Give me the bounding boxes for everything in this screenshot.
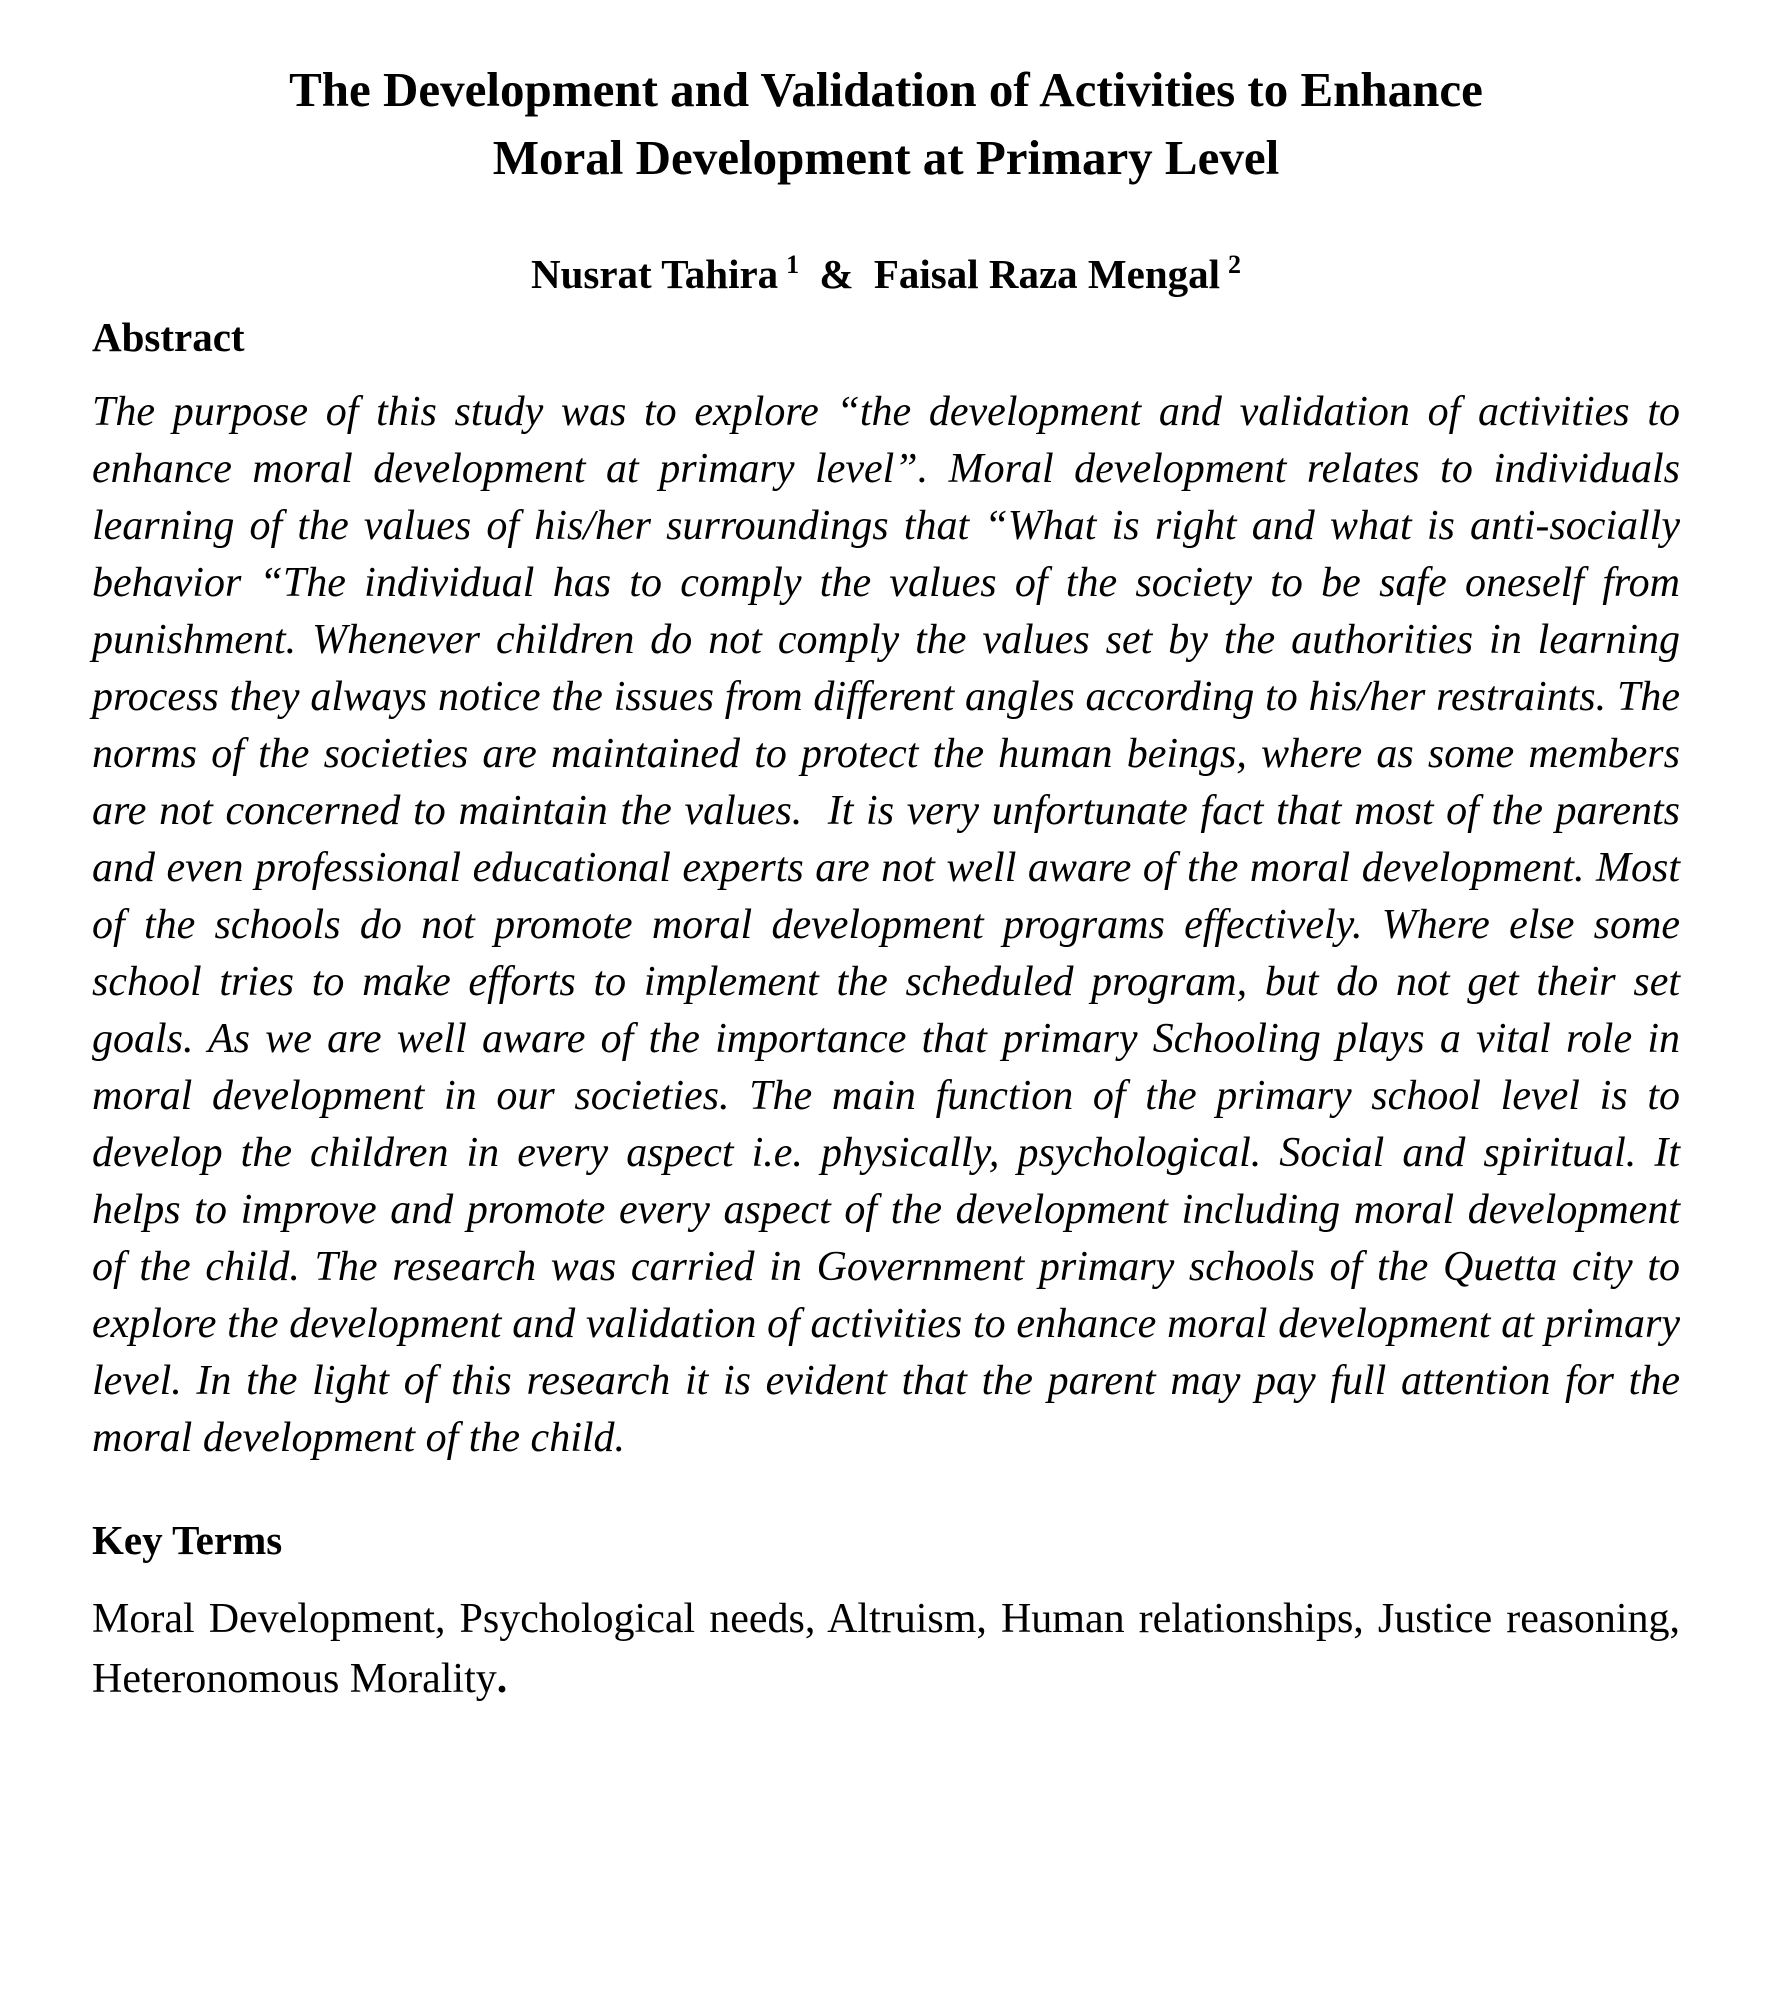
paper-title-line1: The Development and Validation of Activities to Enhance [289, 62, 1483, 117]
key-terms-paragraph [92, 1589, 1680, 1709]
author-name-2: Faisal Raza Mengal [873, 251, 1221, 297]
paper-title [92, 56, 1680, 192]
authors-separator: & [819, 251, 854, 297]
paper-title-line2: Moral Development at Primary Level [492, 130, 1280, 185]
abstract-paragraph: The purpose of this study was to explore “the development and validation of activities to enhance moral development at primary level”. Moral development relates to individuals learning of the values of his/her surroundings that “What is right and what is anti-socially behavior “The individual has to comply the values of the society to be safe oneself from punishment. Whenever children do not comply the values set by the authorities in learning process they always notice the issues from different angles according to his/her restraints. The norms of the societies are maintained to protect the human beings, where as some members are not concerned to maintain the values. It is very unfortunate fact that most of the parents and even professional educational experts are not well aware of the moral development. Most of the schools do not promote moral development programs effectively. Where else some school tries to make efforts to implement the scheduled program, but do not get their set goals. As we are well aware of the importance that primary Schooling plays a vital role in moral development in our societies. The main function of the primary school level is to develop the children in every aspect i.e. physically, psychological. Social and spiritual. It helps to improve and promote every aspect of the development including moral development of the child. The research was carried in Government primary schools of the Quetta city to explore the development and validation of activities to enhance moral development at primary level. In the light of this research it is evident that the parent may pay full attention for the moral development of the child. [92, 389, 1691, 1461]
key-terms-heading: Key Terms [92, 1517, 283, 1563]
author-affiliation-superscript-1: 1 [786, 250, 800, 280]
key-terms-text: Moral Development, Psychological needs, Altruism, Human relationships, Justice reasoning, Heteronomous Morality [92, 1596, 1680, 1702]
author-affiliation-superscript-2: 2 [1228, 250, 1242, 280]
authors-line [92, 250, 1680, 298]
key-terms-bold-period: . [496, 1656, 508, 1702]
abstract-heading: Abstract [92, 314, 245, 360]
author-name-1: Nusrat Tahira [530, 251, 779, 297]
